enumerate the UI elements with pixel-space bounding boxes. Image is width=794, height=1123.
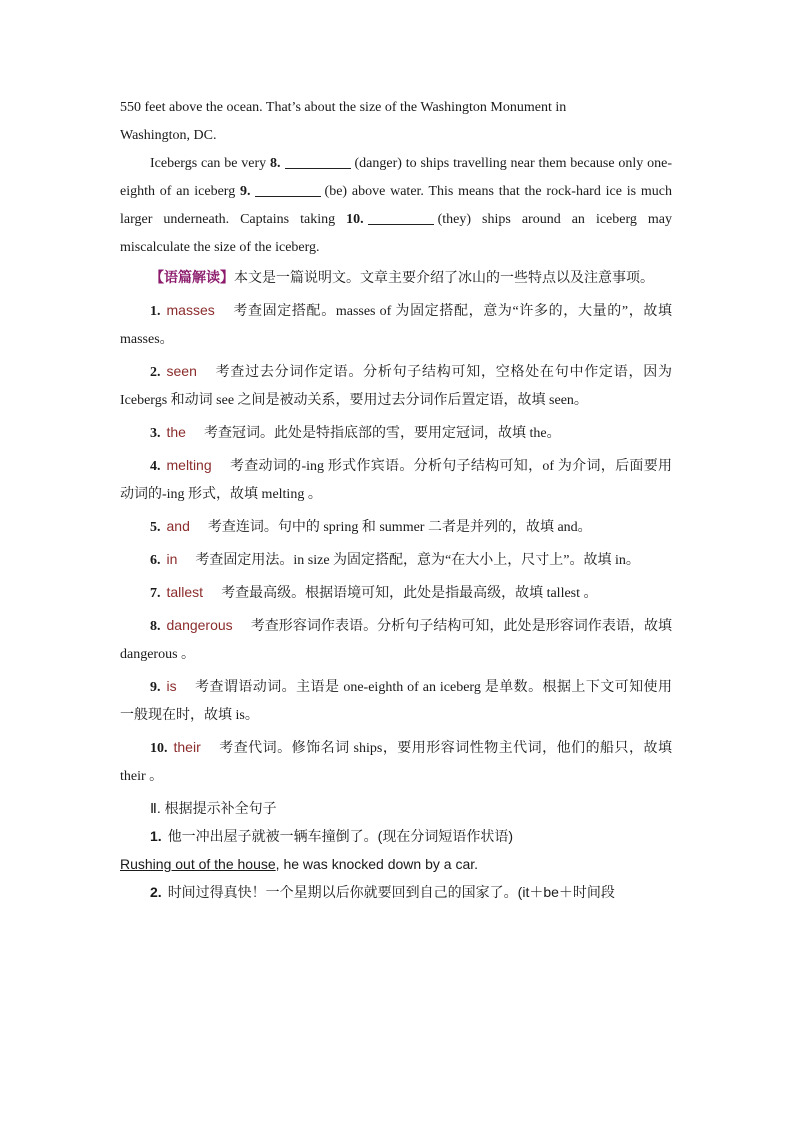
analysis-label: 【语篇解读】 [150, 271, 234, 286]
analysis-text: 本文是一篇说明文。文章主要介绍了冰山的一些特点以及注意事项。 [234, 271, 654, 286]
answer-number: 2. [150, 365, 161, 380]
answer-rest: , he was knocked down by a car. [275, 856, 479, 872]
question-number: 2. [150, 884, 162, 900]
answer-explanation: 考查最高级。根据语境可知，此处是指最高级，故填 tallest 。 [221, 586, 598, 601]
answer-explanation: 考查谓语动词。主语是 one-eighth of an iceberg 是单数。根据上下文可知使用一般现在时，故填 is。 [120, 680, 672, 723]
passage-text: (danger) to ships travelling near them because only one-eighth of an iceberg [120, 156, 673, 199]
answer-number: 10. [150, 741, 168, 756]
answer-word: the [166, 424, 186, 440]
document-page [120, 94, 672, 906]
blank-number-8: 8. [270, 156, 281, 171]
question-number: 1. [150, 828, 162, 844]
answer-item [120, 578, 672, 608]
answer-item [120, 512, 672, 542]
blank-number-9: 9. [240, 184, 251, 199]
question-2 [120, 878, 672, 906]
answer-1 [120, 850, 672, 878]
answer-explanation: 考查代词。修饰名词 ships，要用形容词性物主代词，他们的船只，故填 their 。 [120, 741, 672, 784]
question-text: 时间过得真快！一个星期以后你就要回到自己的国家了。(it＋be＋时间段 [167, 884, 615, 900]
answer-number: 1. [150, 304, 161, 319]
passage-line-1 [120, 94, 672, 122]
answer-word: dangerous [166, 617, 233, 633]
answer-number: 7. [150, 586, 161, 601]
answer-number: 6. [150, 553, 161, 568]
answer-item [120, 296, 672, 354]
answer-explanation: 考查冠词。此处是特指底部的雪，要用定冠词，故填 the。 [203, 426, 561, 441]
passage-text: Icebergs can be very [150, 156, 267, 171]
answer-number: 3. [150, 426, 161, 441]
passage-text: 550 feet above the ocean. That’s about the size of the Washington Monument in [120, 100, 567, 115]
answer-explanation: 考查过去分词作定语。分析句子结构可知，空格处在句中作定语，因为 Icebergs 和动词 see 之间是被动关系，要用过去分词作后置定语，故填 seen。 [120, 365, 672, 408]
passage-text: Washington, DC. [120, 128, 217, 143]
question-text: 他一冲出屋子就被一辆车撞倒了。(现在分词短语作状语) [167, 828, 514, 844]
answer-item [120, 733, 672, 791]
answer-explanation: 考查固定搭配。masses of 为固定搭配，意为“许多的，大量的”，故填 masses。 [120, 304, 672, 347]
answer-item [120, 545, 672, 575]
answer-explanation: 考查形容词作表语。分析句子结构可知，此处是形容词作表语，故填 dangerous 。 [120, 619, 672, 662]
section-2-title: Ⅱ. 根据提示补全句子 [150, 800, 277, 816]
answer-item [120, 451, 672, 509]
answer-number: 5. [150, 520, 161, 535]
answer-word: masses [166, 302, 215, 318]
answer-item [120, 672, 672, 730]
answer-word: melting [166, 457, 212, 473]
answer-number: 4. [150, 459, 161, 474]
answer-item [120, 418, 672, 448]
blank-8 [285, 154, 351, 169]
answer-item [120, 357, 672, 415]
answer-underlined: Rushing out of the house [120, 856, 276, 872]
answer-item [120, 611, 672, 669]
question-1 [120, 822, 672, 850]
answer-word: and [166, 518, 190, 534]
answer-number: 9. [150, 680, 161, 695]
analysis-paragraph [120, 265, 672, 293]
answer-word: in [166, 551, 178, 567]
passage-text: (they) ships around an iceberg may miscalculate the size of the iceberg. [120, 212, 672, 255]
answer-list [120, 296, 672, 791]
answer-number: 8. [150, 619, 161, 634]
answer-word: their [173, 739, 201, 755]
answer-explanation: 考查固定用法。in size 为固定搭配，意为“在大小上，尺寸上”。故填 in。 [195, 553, 640, 568]
answer-explanation: 考查连词。句中的 spring 和 summer 二者是并列的，故填 and。 [207, 520, 592, 535]
blank-10 [368, 210, 434, 225]
answer-word: seen [166, 363, 197, 379]
passage-text: (be) above water. This means that the rock-hard ice is much larger underneath. Captains taking [120, 184, 672, 227]
blank-9 [255, 182, 321, 197]
passage-paragraph-2 [120, 150, 672, 262]
blank-number-10: 10. [346, 212, 364, 227]
answer-explanation: 考查动词的-ing 形式作宾语。分析句子结构可知，of 为介词，后面要用动词的-ing 形式，故填 melting 。 [120, 459, 672, 502]
passage-line-2 [120, 122, 672, 150]
answer-word: tallest [166, 584, 204, 600]
answer-word: is [166, 678, 177, 694]
